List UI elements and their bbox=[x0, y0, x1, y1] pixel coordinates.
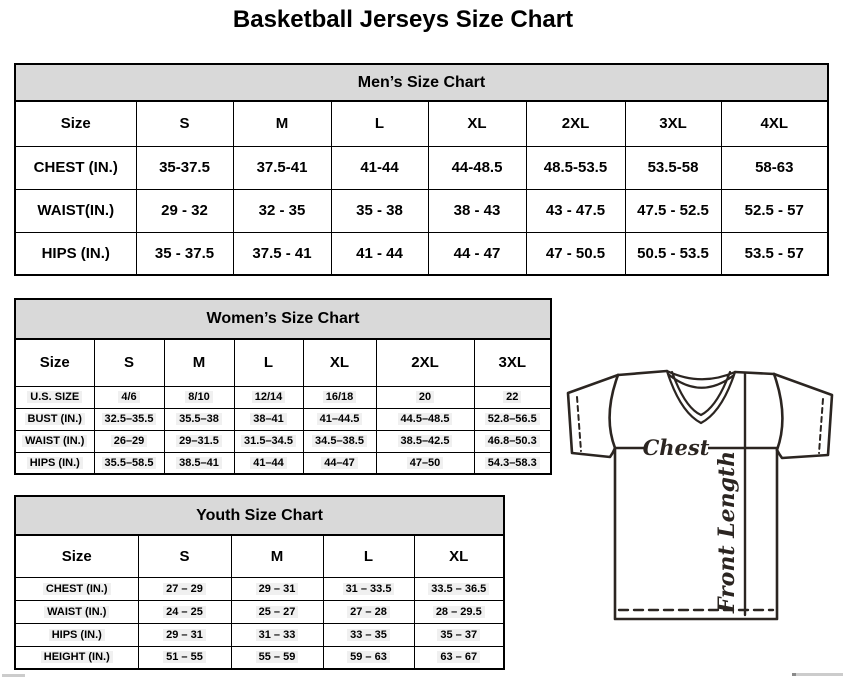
value-text: 51 – 55 bbox=[163, 651, 206, 663]
value-cell bbox=[234, 452, 303, 474]
row-label: WAIST (IN.) bbox=[44, 606, 109, 618]
value-cell bbox=[474, 430, 551, 452]
value-text: 31 – 33.5 bbox=[343, 583, 395, 595]
table-row bbox=[15, 408, 551, 430]
value-cell bbox=[234, 386, 303, 408]
value-text: 33.5 – 36.5 bbox=[428, 583, 489, 595]
table-row bbox=[15, 64, 828, 101]
value-cell bbox=[323, 646, 414, 669]
cuff-dash-left bbox=[577, 397, 581, 451]
value-cell bbox=[414, 600, 504, 623]
value-cell bbox=[94, 430, 164, 452]
value-text: 29–31.5 bbox=[176, 435, 222, 447]
value-text: 28 – 29.5 bbox=[433, 606, 485, 618]
value-cell bbox=[474, 452, 551, 474]
mens-size-table bbox=[14, 63, 829, 276]
value-cell: 43 - 47.5 bbox=[526, 189, 625, 232]
table-row bbox=[15, 430, 551, 452]
value-text: 16/18 bbox=[323, 391, 357, 403]
value-text: 54.3–58.3 bbox=[485, 457, 540, 469]
size-cell: XL bbox=[428, 101, 526, 146]
row-label: HEIGHT (IN.) bbox=[41, 651, 113, 663]
size-cell: S bbox=[138, 535, 231, 577]
table-row bbox=[15, 577, 504, 600]
size-cell: XL bbox=[303, 339, 376, 386]
value-cell: 53.5-58 bbox=[625, 146, 721, 189]
value-cell: 37.5 - 41 bbox=[233, 232, 331, 275]
table-row bbox=[15, 386, 551, 408]
value-cell: 58-63 bbox=[721, 146, 828, 189]
value-cell: 50.5 - 53.5 bbox=[625, 232, 721, 275]
cuff-dash-right bbox=[819, 399, 823, 453]
value-cell bbox=[303, 430, 376, 452]
size-cell: S bbox=[94, 339, 164, 386]
front-length-label: Front Length bbox=[714, 450, 740, 614]
value-text: 35.5–38 bbox=[176, 413, 222, 425]
value-cell bbox=[414, 646, 504, 669]
jersey-diagram bbox=[560, 362, 840, 624]
size-cell: L bbox=[234, 339, 303, 386]
value-cell bbox=[138, 623, 231, 646]
value-text: 24 – 25 bbox=[163, 606, 206, 618]
jersey-seam-right bbox=[774, 374, 782, 450]
size-cell: M bbox=[164, 339, 234, 386]
value-text: 27 – 28 bbox=[347, 606, 390, 618]
table-row bbox=[15, 146, 828, 189]
table-row bbox=[15, 496, 504, 535]
size-cell: L bbox=[331, 101, 428, 146]
value-cell: 29 - 32 bbox=[136, 189, 233, 232]
size-cell: 2XL bbox=[526, 101, 625, 146]
value-cell bbox=[231, 577, 323, 600]
value-cell bbox=[231, 646, 323, 669]
value-text: 38.5–42.5 bbox=[398, 435, 453, 447]
value-text: 34.5–38.5 bbox=[312, 435, 367, 447]
value-cell bbox=[234, 430, 303, 452]
table-row bbox=[15, 299, 551, 339]
jersey-collar bbox=[667, 371, 735, 423]
jersey-seam-left bbox=[610, 375, 618, 448]
value-text: 29 – 31 bbox=[163, 629, 206, 641]
value-cell: 44-48.5 bbox=[428, 146, 526, 189]
row-label: BUST (IN.) bbox=[25, 413, 85, 425]
value-text: 52.8–56.5 bbox=[485, 413, 540, 425]
scrollbar-fragment-right[interactable] bbox=[792, 673, 843, 676]
value-text: 35 – 37 bbox=[437, 629, 480, 641]
value-cell: 37.5-41 bbox=[233, 146, 331, 189]
value-cell bbox=[164, 386, 234, 408]
row-label: CHEST (IN.) bbox=[43, 583, 111, 595]
youth-table-title: Youth Size Chart bbox=[15, 496, 504, 535]
value-cell bbox=[164, 408, 234, 430]
size-cell: 2XL bbox=[376, 339, 474, 386]
value-cell bbox=[414, 623, 504, 646]
value-cell: 47 - 50.5 bbox=[526, 232, 625, 275]
row-label-cell: WAIST(IN.) bbox=[15, 189, 136, 232]
table-row bbox=[15, 189, 828, 232]
value-cell: 44 - 47 bbox=[428, 232, 526, 275]
table-row bbox=[15, 452, 551, 474]
row-label-cell bbox=[15, 600, 138, 623]
value-text: 41–44.5 bbox=[317, 413, 363, 425]
jersey-shoulder-left bbox=[618, 371, 667, 375]
table-row bbox=[15, 232, 828, 275]
scrollbar-thumb[interactable] bbox=[792, 673, 796, 676]
value-cell bbox=[164, 430, 234, 452]
value-cell bbox=[474, 408, 551, 430]
mens-table-title: Men’s Size Chart bbox=[15, 64, 828, 101]
size-header-cell: Size bbox=[15, 339, 94, 386]
value-cell bbox=[414, 577, 504, 600]
value-cell: 32 - 35 bbox=[233, 189, 331, 232]
row-label: U.S. SIZE bbox=[27, 391, 82, 403]
value-text: 31.5–34.5 bbox=[241, 435, 296, 447]
row-label-cell bbox=[15, 408, 94, 430]
value-cell bbox=[323, 623, 414, 646]
value-cell bbox=[303, 408, 376, 430]
row-label-cell bbox=[15, 452, 94, 474]
size-cell: 4XL bbox=[721, 101, 828, 146]
page-title: Basketball Jerseys Size Chart bbox=[232, 6, 574, 33]
value-cell: 48.5-53.5 bbox=[526, 146, 625, 189]
value-cell bbox=[323, 577, 414, 600]
table-row bbox=[15, 600, 504, 623]
size-header-cell: Size bbox=[15, 101, 136, 146]
value-cell: 35 - 38 bbox=[331, 189, 428, 232]
value-cell bbox=[138, 600, 231, 623]
value-text: 26–29 bbox=[111, 435, 148, 447]
jersey-shoulder-right bbox=[735, 372, 774, 374]
size-cell: M bbox=[233, 101, 331, 146]
value-text: 55 – 59 bbox=[256, 651, 299, 663]
value-cell bbox=[94, 386, 164, 408]
womens-table-title: Women’s Size Chart bbox=[15, 299, 551, 339]
row-label-cell bbox=[15, 577, 138, 600]
value-cell bbox=[164, 452, 234, 474]
table-row bbox=[15, 623, 504, 646]
value-cell bbox=[376, 408, 474, 430]
value-text: 63 – 67 bbox=[437, 651, 480, 663]
row-label-cell bbox=[15, 430, 94, 452]
value-cell bbox=[376, 430, 474, 452]
value-text: 22 bbox=[503, 391, 521, 403]
value-cell bbox=[376, 452, 474, 474]
value-text: 38–41 bbox=[250, 413, 287, 425]
value-cell bbox=[231, 600, 323, 623]
row-label-cell: HIPS (IN.) bbox=[15, 232, 136, 275]
row-label-cell bbox=[15, 623, 138, 646]
value-text: 31 – 33 bbox=[256, 629, 299, 641]
value-text: 8/10 bbox=[185, 391, 212, 403]
value-text: 12/14 bbox=[252, 391, 286, 403]
value-cell bbox=[231, 623, 323, 646]
value-cell bbox=[94, 408, 164, 430]
table-row bbox=[15, 535, 504, 577]
value-cell bbox=[323, 600, 414, 623]
value-text: 46.8–50.3 bbox=[485, 435, 540, 447]
row-label: HIPS (IN.) bbox=[27, 457, 83, 469]
value-text: 4/6 bbox=[118, 391, 139, 403]
value-text: 29 – 31 bbox=[256, 583, 299, 595]
value-cell: 35-37.5 bbox=[136, 146, 233, 189]
size-cell: 3XL bbox=[474, 339, 551, 386]
value-cell bbox=[474, 386, 551, 408]
value-text: 32.5–35.5 bbox=[102, 413, 157, 425]
value-cell: 35 - 37.5 bbox=[136, 232, 233, 275]
value-text: 20 bbox=[416, 391, 434, 403]
value-cell: 41-44 bbox=[331, 146, 428, 189]
value-cell: 47.5 - 52.5 bbox=[625, 189, 721, 232]
value-text: 59 – 63 bbox=[347, 651, 390, 663]
value-cell bbox=[303, 452, 376, 474]
value-text: 47–50 bbox=[407, 457, 444, 469]
womens-size-table bbox=[14, 298, 552, 475]
value-text: 44–47 bbox=[321, 457, 358, 469]
value-cell: 41 - 44 bbox=[331, 232, 428, 275]
row-label: HIPS (IN.) bbox=[49, 629, 105, 641]
row-label-cell bbox=[15, 386, 94, 408]
size-cell: L bbox=[323, 535, 414, 577]
row-label: WAIST (IN.) bbox=[22, 435, 87, 447]
value-cell bbox=[138, 646, 231, 669]
youth-size-table bbox=[14, 495, 505, 670]
value-text: 38.5–41 bbox=[176, 457, 222, 469]
size-cell: M bbox=[231, 535, 323, 577]
value-cell: 52.5 - 57 bbox=[721, 189, 828, 232]
value-text: 44.5–48.5 bbox=[398, 413, 453, 425]
value-cell: 53.5 - 57 bbox=[721, 232, 828, 275]
value-text: 41–44 bbox=[250, 457, 287, 469]
value-text: 25 – 27 bbox=[256, 606, 299, 618]
value-cell bbox=[376, 386, 474, 408]
value-text: 35.5–58.5 bbox=[102, 457, 157, 469]
value-cell: 38 - 43 bbox=[428, 189, 526, 232]
value-cell bbox=[138, 577, 231, 600]
size-header-cell: Size bbox=[15, 535, 138, 577]
value-cell bbox=[303, 386, 376, 408]
jersey-body-outline bbox=[615, 448, 777, 619]
chest-label: Chest bbox=[642, 435, 710, 460]
size-cell: S bbox=[136, 101, 233, 146]
row-label-cell bbox=[15, 646, 138, 669]
scrollbar-fragment-left[interactable] bbox=[2, 674, 25, 677]
table-row bbox=[15, 101, 828, 146]
value-cell bbox=[94, 452, 164, 474]
size-cell: XL bbox=[414, 535, 504, 577]
value-cell bbox=[234, 408, 303, 430]
size-cell: 3XL bbox=[625, 101, 721, 146]
table-row bbox=[15, 646, 504, 669]
value-text: 27 – 29 bbox=[163, 583, 206, 595]
row-label-cell: CHEST (IN.) bbox=[15, 146, 136, 189]
value-text: 33 – 35 bbox=[347, 629, 390, 641]
table-row bbox=[15, 339, 551, 386]
